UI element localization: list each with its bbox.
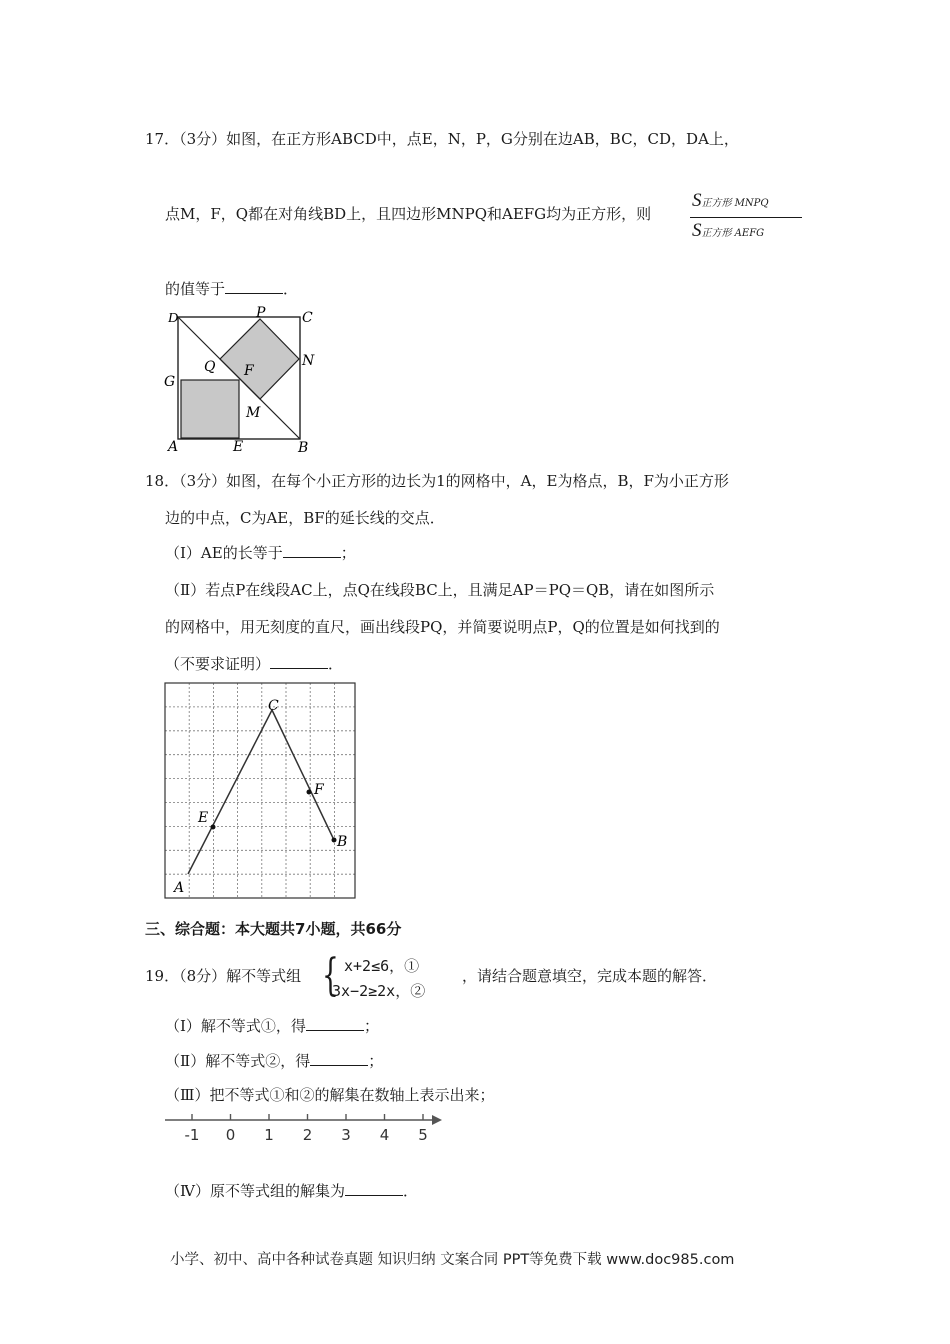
fraction-bar (690, 217, 802, 218)
label-e: E (233, 439, 244, 455)
label-f: F (314, 782, 324, 798)
frac-den-subscript: 正方形 AEFG (701, 228, 765, 239)
lines-ac-cb (188, 710, 334, 874)
q18-part2c: （不要求证明） ． (165, 655, 344, 673)
q18-part2b: 的网格中，用无刻度的直尺，画出线段PQ，并简要说明点P，Q的位置是如何找到的 (165, 618, 720, 636)
q17-square-figure (160, 305, 320, 455)
axis-tick-label: 0 (225, 1126, 236, 1144)
area-ratio-fraction (690, 190, 805, 250)
q19-intro-end: ，请结合题意填空，完成本题的解答． (462, 967, 718, 985)
footer-banner: 小学、初中、高中各种试卷真题 知识归纳 文案合同 PPT等免费下载 www.doc985.com (170, 1252, 735, 1268)
q17-line1: 17．（3分）如图，在正方形ABCD中，点E，N，P，G分别在边AB，BC，CD，DA上， (145, 130, 739, 148)
q18-part2a: （Ⅱ）若点P在线段AC上，点Q在线段BC上，且满足AP＝PQ＝QB，请在如图所示 (165, 581, 715, 599)
label-b: B (337, 834, 348, 850)
q18-line2: 边的中点，C为AE，BF的延长线的交点． (165, 509, 445, 527)
inequality-1: x+2≤6，① (344, 957, 420, 975)
label-n: N (302, 353, 315, 369)
axis-tick-label: 5 (418, 1126, 428, 1144)
q19-part1: （Ⅰ）解不等式①，得 ； (165, 1017, 379, 1035)
label-g: G (164, 374, 176, 390)
point-e (211, 825, 216, 830)
frac-num-symbol: S (692, 190, 702, 211)
axis-tick-label: 3 (341, 1126, 351, 1144)
q19-part4: （Ⅳ）原不等式组的解集为 ． (165, 1182, 419, 1200)
square-aefg (181, 380, 239, 438)
q19-part3: （Ⅲ）把不等式①和②的解集在数轴上表示出来； (165, 1086, 495, 1104)
q18-grid-figure (164, 682, 360, 902)
q18-line1: 18．（3分）如图，在每个小正方形的边长为1的网格中，A，E为格点，B，F为小正方形 (145, 472, 729, 490)
answer-blank[interactable] (270, 654, 328, 669)
label-c: C (268, 698, 279, 714)
axis-tick-label: 2 (302, 1126, 313, 1144)
point-f (307, 790, 312, 795)
label-b: B (298, 440, 309, 455)
grid-lines (165, 683, 355, 898)
grid-border (165, 683, 355, 898)
answer-blank[interactable] (283, 543, 341, 558)
label-a: A (168, 439, 179, 455)
inequality-2: 3x−2≥2x，② (332, 982, 426, 1000)
q17-line2: 点M，F，Q都在对角线BD上，且四边形MNPQ和AEFG均为正方形，则 (165, 205, 652, 223)
label-e: E (198, 810, 209, 826)
label-m: M (246, 405, 261, 421)
q17-line3: 的值等于 ． (165, 280, 299, 298)
q19-part2: （Ⅱ）解不等式②，得 ； (165, 1052, 384, 1070)
q19-intro: 19．（8分）解不等式组 (145, 967, 302, 985)
label-p: P (256, 305, 266, 321)
answer-blank[interactable] (310, 1051, 368, 1066)
axis-arrow-icon (432, 1115, 442, 1125)
axis-tick-label: -1 (184, 1126, 200, 1144)
label-a: A (174, 880, 185, 896)
answer-blank[interactable] (225, 279, 283, 294)
frac-num-subscript: 正方形 MNPQ (701, 198, 769, 209)
label-q: Q (204, 359, 216, 375)
answer-blank[interactable] (345, 1181, 403, 1196)
label-f: F (244, 363, 254, 379)
label-d: D (168, 311, 179, 326)
system-brace: { (322, 950, 339, 1001)
axis-tick-label: 1 (264, 1126, 274, 1144)
label-c: C (302, 310, 313, 326)
axis-tick-label: 4 (379, 1126, 390, 1144)
answer-blank[interactable] (306, 1016, 364, 1031)
section-heading: 三、综合题：本大题共7小题，共66分 (145, 920, 402, 938)
point-b (332, 838, 337, 843)
frac-den-symbol: S (692, 220, 702, 241)
number-line (160, 1108, 450, 1148)
q18-part1: （Ⅰ）AE的长等于 ； (165, 544, 356, 562)
